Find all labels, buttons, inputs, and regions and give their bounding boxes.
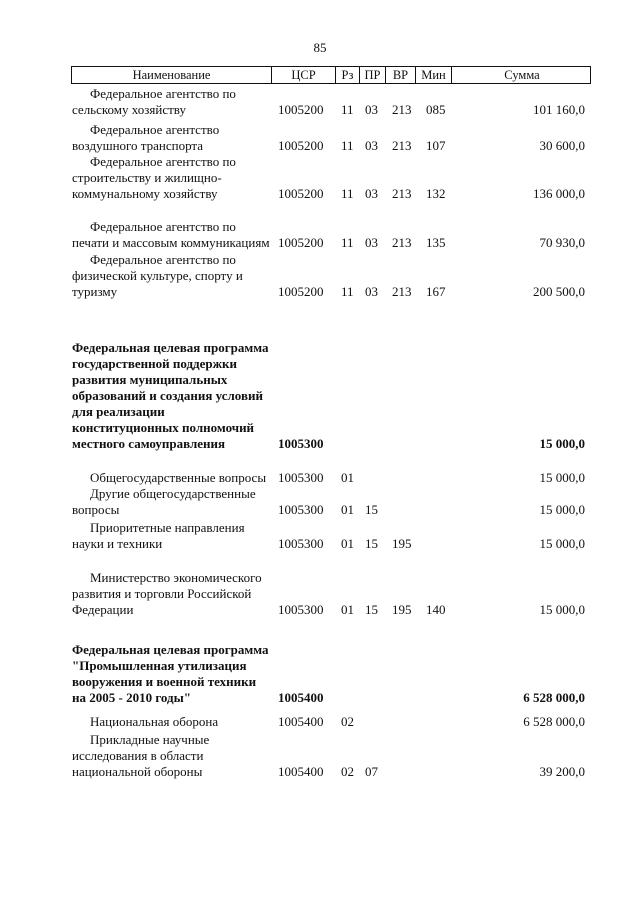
row-name: Приоритетные направления науки и техники xyxy=(72,520,245,551)
row-min: 140 xyxy=(426,602,446,617)
row-name: Министерство экономического развития и торговли Российской Федерации xyxy=(72,570,262,617)
header-sum: Сумма xyxy=(504,68,540,82)
row-csr: 1005200 xyxy=(278,186,324,201)
header-min: Мин xyxy=(416,67,452,83)
row-pr: 03 xyxy=(365,235,378,250)
row-rz: 11 xyxy=(341,102,354,117)
row-csr: 1005300 xyxy=(278,502,324,517)
row-vr: 213 xyxy=(392,138,412,153)
row-rz: 01 xyxy=(341,470,354,485)
row-name: Федеральное агентство по печати и массовым коммуникациям xyxy=(72,219,270,250)
row-vr: 195 xyxy=(392,602,412,617)
row-min: 107 xyxy=(426,138,446,153)
row-rz: 02 xyxy=(341,764,354,779)
row-sum: 6 528 000,0 xyxy=(523,714,585,729)
row-csr: 1005400 xyxy=(278,764,324,779)
table-row xyxy=(0,732,640,780)
table-row xyxy=(0,714,640,730)
table-row xyxy=(0,203,640,251)
row-min: 132 xyxy=(426,186,446,201)
row-name: Прикладные научные исследования в области национальной обороны xyxy=(72,732,210,779)
table-row xyxy=(0,454,640,486)
row-rz: 01 xyxy=(341,502,354,517)
table-row xyxy=(0,86,640,118)
row-pr: 07 xyxy=(365,764,378,779)
row-csr: 1005200 xyxy=(278,284,324,299)
row-rz: 11 xyxy=(341,235,354,250)
header-name: Наименование xyxy=(72,67,272,83)
row-sum: 136 000,0 xyxy=(533,186,585,201)
row-sum: 6 528 000,0 xyxy=(523,690,585,705)
row-csr: 1005200 xyxy=(278,138,324,153)
header-csr: ЦСР xyxy=(272,67,336,83)
row-name: Федеральное агентство по сельскому хозяйству xyxy=(72,86,236,117)
row-rz: 11 xyxy=(341,138,354,153)
row-pr: 03 xyxy=(365,138,378,153)
row-vr: 213 xyxy=(392,186,412,201)
table-header xyxy=(71,66,591,84)
row-rz: 01 xyxy=(341,602,354,617)
row-csr: 1005400 xyxy=(278,690,324,705)
row-sum: 15 000,0 xyxy=(539,602,585,617)
row-sum: 70 930,0 xyxy=(539,235,585,250)
row-name: Федеральное агентство по строительству и жилищно-коммунальному хозяйству xyxy=(72,154,236,201)
row-pr: 15 xyxy=(365,602,378,617)
row-pr: 03 xyxy=(365,102,378,117)
row-min: 085 xyxy=(426,102,446,117)
row-csr: 1005300 xyxy=(278,602,324,617)
row-sum: 39 200,0 xyxy=(539,764,585,779)
row-rz: 11 xyxy=(341,186,354,201)
row-csr: 1005300 xyxy=(278,436,324,451)
row-name: Федеральное агентство воздушного транспорта xyxy=(72,122,220,153)
row-pr: 15 xyxy=(365,536,378,551)
row-min: 135 xyxy=(426,235,446,250)
row-csr: 1005300 xyxy=(278,470,324,485)
row-rz: 11 xyxy=(341,284,354,299)
row-rz: 02 xyxy=(341,714,354,729)
row-csr: 1005300 xyxy=(278,536,324,551)
row-vr: 213 xyxy=(392,235,412,250)
row-csr: 1005200 xyxy=(278,102,324,117)
row-sum: 15 000,0 xyxy=(539,470,585,485)
table-row xyxy=(0,642,640,706)
row-name: Федеральная целевая программа "Промышленная утилизация вооружения и военной техники на 2005 - 2010 годы" xyxy=(72,642,269,705)
row-vr: 213 xyxy=(392,102,412,117)
row-sum: 101 160,0 xyxy=(533,102,585,117)
page-number: 85 xyxy=(313,40,327,55)
table-row xyxy=(0,520,640,552)
row-pr: 03 xyxy=(365,284,378,299)
row-sum: 15 000,0 xyxy=(539,502,585,517)
table-row xyxy=(0,154,640,202)
row-pr: 15 xyxy=(365,502,378,517)
row-name: Общегосударственные вопросы xyxy=(90,470,267,485)
row-name: Федеральная целевая программа государственной поддержки развития муниципальных образований и создания условий для реализации конституционных полномочий местного самоуправления xyxy=(72,340,269,451)
row-vr: 195 xyxy=(392,536,412,551)
row-name: Другие общегосударственные вопросы xyxy=(72,486,256,517)
header-rz: Рз xyxy=(336,67,360,83)
header-pr: ПР xyxy=(360,67,386,83)
row-sum: 200 500,0 xyxy=(533,284,585,299)
table-row xyxy=(0,252,640,300)
row-min: 167 xyxy=(426,284,446,299)
row-csr: 1005200 xyxy=(278,235,324,250)
row-sum: 15 000,0 xyxy=(539,436,585,451)
table-row xyxy=(0,486,640,518)
table-row xyxy=(0,554,640,618)
header-vr: ВР xyxy=(386,67,416,83)
row-vr: 213 xyxy=(392,284,412,299)
row-sum: 15 000,0 xyxy=(539,536,585,551)
row-pr: 03 xyxy=(365,186,378,201)
row-rz: 01 xyxy=(341,536,354,551)
table-row xyxy=(0,122,640,154)
row-name: Национальная оборона xyxy=(90,714,219,729)
row-name: Федеральное агентство по физической культуре, спорту и туризму xyxy=(72,252,243,299)
row-csr: 1005400 xyxy=(278,714,324,729)
row-sum: 30 600,0 xyxy=(539,138,585,153)
table-row xyxy=(0,324,640,452)
